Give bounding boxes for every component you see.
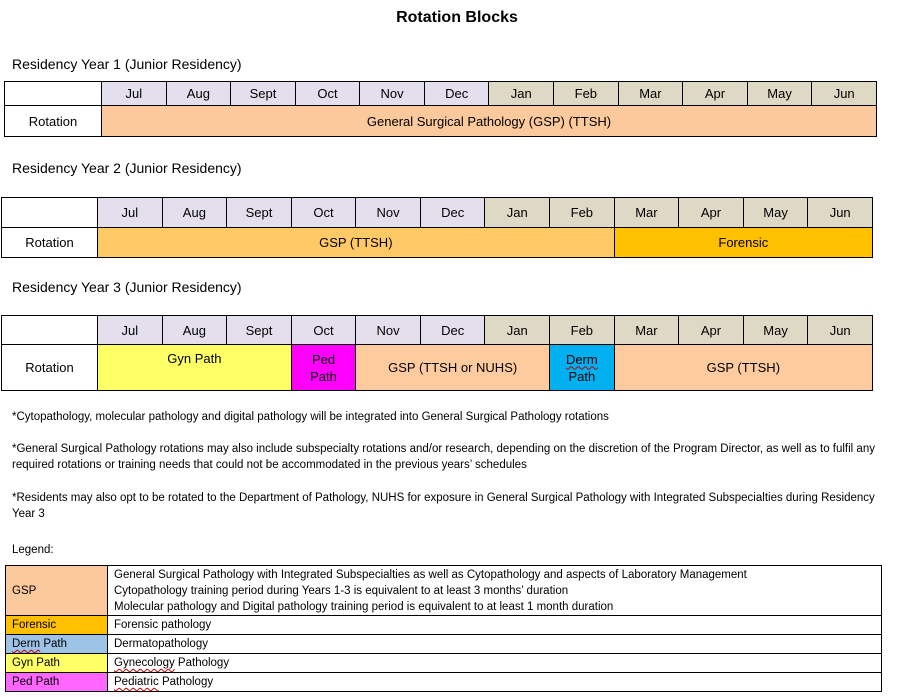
month-feb: Feb [550,316,615,345]
derm-path-line1: Derm [565,351,598,367]
month-jan: Jan [489,82,554,106]
month-apr: Apr [679,316,744,345]
ped-path-line2: Path [310,368,337,384]
year3-rotation-row [2,345,873,391]
month-mar: Mar [618,82,683,106]
year2-month-row [2,198,873,228]
year2-table [1,197,873,258]
month-sept: Sept [227,198,292,228]
year3-table [1,315,873,391]
legend-row-forensic [6,616,882,635]
month-apr: Apr [679,198,744,228]
month-nov: Nov [356,198,421,228]
year3-gsp-ttsh-nuhs-block: GSP (TTSH or NUHS) [356,345,550,391]
month-oct: Oct [291,198,356,228]
year3-ped-path-block [291,345,356,391]
month-nov: Nov [360,82,425,106]
legend-desc-forensic: Forensic pathology [108,616,882,635]
year1-rotation-row [5,106,877,137]
note-2: *General Surgical Pathology rotations may also include subspecialty rotations and/or research, depending on the discretion of the Program Director, as well as to fulfil any required rotations or training needs that could not be accommodated in the previous years’ schedules [12,443,875,471]
month-dec: Dec [420,198,485,228]
legend-gsp-line3: Molecular pathology and Digital pathology training period is equivalent to at least 1 month duration [114,600,614,613]
note-1: *Cytopathology, molecular pathology and digital pathology will be integrated into General Surgical Pathology rotations [12,411,609,423]
month-dec: Dec [420,316,485,345]
derm-path-line2: Path [568,368,596,384]
legend-key-gsp: GSP [6,566,108,616]
month-aug: Aug [162,316,227,345]
year1-gsp-block: General Surgical Pathology (GSP) (TTSH) [102,106,877,137]
legend-desc-ped-rest: Pathology [158,676,214,688]
legend-row-gyn [6,654,882,673]
corner-cell [2,316,98,345]
month-apr: Apr [683,82,748,106]
legend-key-derm [6,635,108,654]
legend-desc-gsp [108,566,882,616]
legend-gsp-line2: Cytopathology training period during Years 1-3 is equivalent to at least 3 months’ duration [114,584,569,597]
month-aug: Aug [166,82,231,106]
year3-gsp-ttsh-block: GSP (TTSH) [614,345,872,391]
month-jul: Jul [98,198,163,228]
year3-gyn-path-block: Gyn Path [98,345,292,391]
month-jan: Jan [485,198,550,228]
month-dec: Dec [424,82,489,106]
legend-key-forensic: Forensic [6,616,108,635]
month-jun: Jun [808,198,873,228]
legend-gsp-line1: General Surgical Pathology with Integrated Subspecialties as well as Cytopathology and aspects of Laboratory Management [114,568,747,581]
legend-table [5,565,882,692]
legend-key-derm-rest: Path [40,638,67,650]
legend-desc-ped [108,673,882,692]
ped-path-line1: Ped [311,351,336,367]
legend-desc-gyn-rest: Pathology [174,657,230,669]
legend-key-derm-word: Derm [12,638,41,650]
month-jul: Jul [102,82,167,106]
legend-row-ped [6,673,882,692]
month-mar: Mar [614,198,679,228]
year3-heading: Residency Year 3 (Junior Residency) [12,279,242,295]
month-may: May [743,316,808,345]
month-may: May [747,82,812,106]
legend-desc-derm: Dermatopathology [108,635,882,654]
month-nov: Nov [356,316,421,345]
legend-key-ped: Ped Path [6,673,108,692]
corner-cell [2,198,98,228]
month-jun: Jun [812,82,877,106]
year2-rotation-row [2,228,873,258]
month-jun: Jun [808,316,873,345]
legend-key-gyn: Gyn Path [6,654,108,673]
month-oct: Oct [295,82,360,106]
month-may: May [743,198,808,228]
legend-desc-ped-word: Pediatric [114,676,159,688]
month-jul: Jul [98,316,163,345]
rotation-label: Rotation [2,228,98,258]
legend-row-gsp [6,566,882,616]
legend-label: Legend: [12,544,54,556]
month-sept: Sept [231,82,296,106]
year2-forensic-block: Forensic [614,228,872,258]
year1-table [4,81,877,137]
year3-derm-path-block [550,345,615,391]
rotation-label: Rotation [2,345,98,391]
month-aug: Aug [162,198,227,228]
month-mar: Mar [614,316,679,345]
month-feb: Feb [554,82,619,106]
month-sept: Sept [227,316,292,345]
month-oct: Oct [291,316,356,345]
corner-cell [5,82,102,106]
year1-heading: Residency Year 1 (Junior Residency) [12,56,242,72]
month-feb: Feb [550,198,615,228]
year3-month-row [2,316,873,345]
page-title: Rotation Blocks [396,9,518,26]
legend-row-derm [6,635,882,654]
month-jan: Jan [485,316,550,345]
year2-gsp-block: GSP (TTSH) [98,228,615,258]
year1-month-row [5,82,877,106]
rotation-label: Rotation [5,106,102,137]
legend-desc-gyn [108,654,882,673]
note-3: *Residents may also opt to be rotated to the Department of Pathology, NUHS for exposure in General Surgical Pathology with Integrated Subspecialties during Residency Year 3 [12,492,875,520]
year2-heading: Residency Year 2 (Junior Residency) [12,160,242,176]
legend-desc-gyn-word: Gynecology [114,657,175,669]
